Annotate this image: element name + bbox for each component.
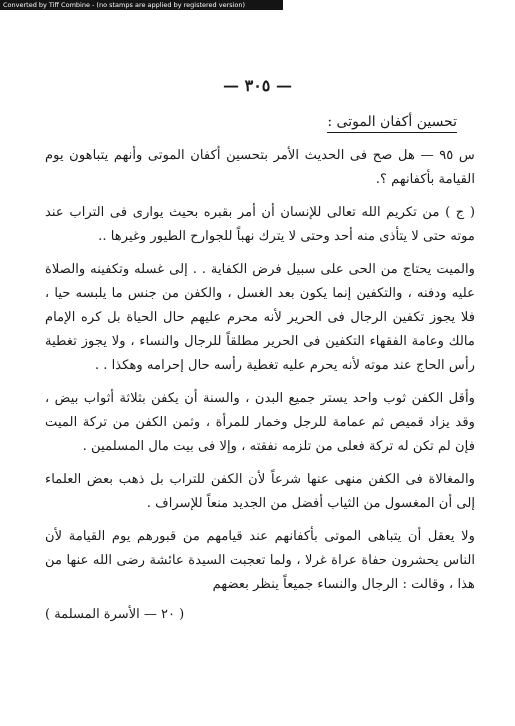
page-number: — ٣٠٥ — xyxy=(223,76,292,95)
body-paragraph: وأقل الكفن ثوب واحد يستر جميع البدن ، والسنة أن يكفن بثلاثة أثواب بيض ، وقد يزاد قميص ثم عمامة للرجل وخمار للمرأة ، وثمن الكفن من تركة الميت فإن لم تكن له تركة فعلى من تلزمه نفقته ، وإلا فى بيت مال المسلمين . xyxy=(45,391,475,454)
section-title: تحسين أكفان الموتى : xyxy=(327,114,457,133)
body-paragraph: والمغالاة فى الكفن منهى عنها شرعاً لأن الكفن للتراب بل ذهب بعض العلماء إلى أن المغسول من الثياب أفضل من الجديد منعاً للإسراف . xyxy=(45,472,475,511)
body-paragraph: والميت يحتاج من الحى على سبيل فرض الكفاية . . إلى غسله وتكفينه والصلاة عليه ودفنه ، والتكفين إنما يكون بعد الغسل ، والكفن من جنس ما يلبسه حيا ، فلا يجوز تكفين الرجال فى الحرير لأنه محرم عليهم حال الحياة بل كره الإمام مالك وعامة الفقهاء التكفين فى الحرير مطلقاً للرجال والنساء ، ولا يجوز تغطية رأس الحاج عند موته لأنه يحرم عليه تغطية رأسه حال إحرامه وهكذا . . xyxy=(45,262,475,373)
answer-paragraph: ( ج ) من تكريم الله تعالى للإنسان أن أمر بقبره بحيث يوارى فى التراب عند موته حتى لا يتأذى منه أحد وحتى لا يترك نهباً للجوارح الطيور وغيرها .. xyxy=(45,205,475,244)
converter-banner: Converted by Tiff Combine - (no stamps are applied by registered version) xyxy=(0,0,283,10)
body-paragraph: ولا يعقل أن يتباهى الموتى بأكفانهم عند قيامهم من قبورهم يوم القيامة لأن الناس يحشرون حفاة عراة غرلا ، ولما تعجبت السيدة عائشة رضى الله عنها من هذا ، وقالت : الرجال والنساء جميعاً ينظر بعضهم xyxy=(45,529,475,592)
page-body xyxy=(45,108,475,626)
question-paragraph: س ٩٥ — هل صح فى الحديث الأمر بتحسين أكفان الموتى وأنهم يتباهون يوم القيامة بأكفانهم ؟. xyxy=(45,148,475,187)
book-footnote: ( ٢٠ — الأسرة المسلمة ) xyxy=(45,607,185,622)
title-wrap xyxy=(45,108,457,144)
